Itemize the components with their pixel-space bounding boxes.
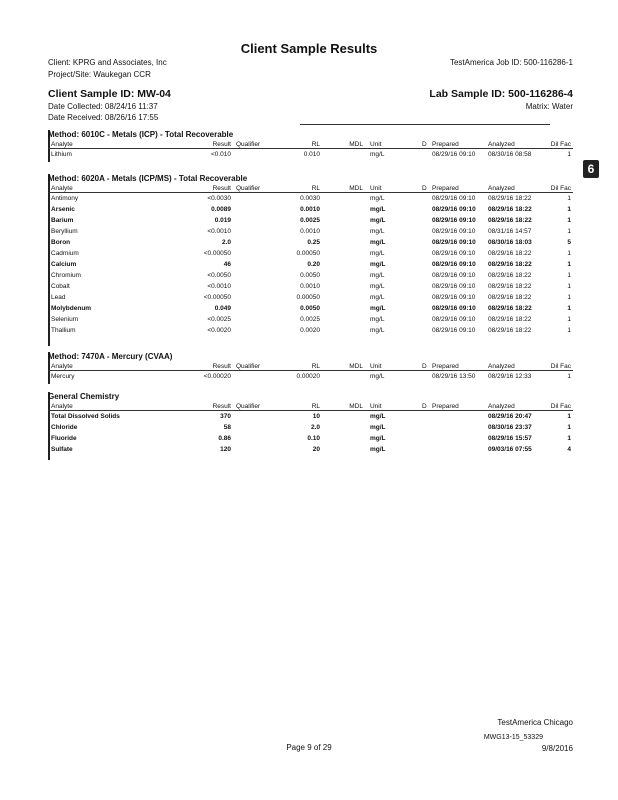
cell-analyzed: 08/29/16 15:57 (488, 435, 532, 442)
cell-unit: mg/L (370, 424, 386, 431)
column-header-dil: Dil Fac (550, 363, 571, 370)
cell-dil: 1 (567, 373, 571, 380)
cell-analyte: Lithium (51, 151, 72, 158)
page-title: Client Sample Results (240, 41, 378, 56)
cell-rl: 0.0025 (300, 217, 320, 224)
column-header-unit: Unit (370, 363, 382, 370)
cell-prepared: 08/29/16 09:10 (432, 228, 476, 235)
cell-unit: mg/L (370, 413, 386, 420)
cell-analyzed: 08/30/16 23:37 (488, 424, 532, 431)
cell-dil: 1 (567, 316, 571, 323)
table-row (48, 433, 573, 444)
cell-dil: 1 (567, 217, 571, 224)
cell-rl: 0.0010 (300, 283, 320, 290)
date-collected: Date Collected: 08/24/16 11:37 (48, 102, 158, 111)
cell-analyte: Calcium (51, 261, 77, 268)
cell-dil: 1 (567, 272, 571, 279)
cell-unit: mg/L (370, 294, 385, 301)
column-header-rl: RL (311, 363, 320, 370)
cell-unit: mg/L (370, 206, 386, 213)
column-header-row (48, 184, 573, 193)
cell-result: <0.0025 (207, 316, 231, 323)
table-row (48, 444, 573, 455)
column-header-dil: Dil Fac (550, 141, 571, 148)
table-row (48, 226, 573, 237)
lab-name: TestAmerica Chicago (497, 718, 573, 727)
column-header-dil: Dil Fac (550, 403, 571, 410)
cell-analyte: Mercury (51, 373, 75, 380)
column-header-unit: Unit (370, 403, 382, 410)
cell-analyte: Total Dissolved Solids (51, 413, 120, 420)
cell-unit: mg/L (370, 283, 385, 290)
cell-prepared: 08/29/16 09:10 (432, 239, 476, 246)
cell-rl: 2.0 (310, 424, 320, 431)
column-header-mdl: MDL (349, 363, 363, 370)
column-header-analyte: Analyte (51, 185, 73, 192)
cell-result: <0.0010 (207, 283, 231, 290)
bates-stamp: MWG13-15_53329 (483, 734, 543, 741)
table-row (48, 259, 573, 270)
cell-result: <0.0030 (207, 195, 231, 202)
column-header-qualifier: Qualifier (236, 141, 261, 148)
client-name: Client: KPRG and Associates, Inc (48, 58, 167, 67)
cell-prepared: 08/29/16 09:10 (432, 327, 476, 334)
column-header-mdl: MDL (349, 141, 363, 148)
cell-rl: 0.00050 (296, 294, 320, 301)
cell-unit: mg/L (370, 327, 385, 334)
column-header-prepared: Prepared (432, 403, 459, 410)
cell-dil: 1 (567, 261, 571, 268)
cell-rl: 0.0020 (300, 327, 320, 334)
cell-result: <0.010 (210, 151, 231, 158)
cell-result: 0.049 (214, 305, 231, 312)
cell-unit: mg/L (370, 272, 385, 279)
cell-result: 0.86 (218, 435, 231, 442)
cell-unit: mg/L (370, 435, 386, 442)
cell-analyte: Cadmium (51, 250, 79, 257)
column-header-analyzed: Analyzed (488, 141, 515, 148)
column-header-result: Result (212, 141, 231, 148)
cell-unit: mg/L (370, 228, 385, 235)
column-header-d: D (422, 403, 427, 410)
method-table (48, 352, 573, 382)
project-site: Project/Site: Waukegan CCR (48, 70, 151, 79)
column-header-analyte: Analyte (51, 363, 73, 370)
cell-unit: mg/L (370, 305, 386, 312)
column-header-analyzed: Analyzed (488, 403, 515, 410)
column-header-d: D (422, 185, 427, 192)
table-row (48, 325, 573, 336)
column-header-rl: RL (311, 141, 320, 148)
cell-dil: 1 (567, 305, 571, 312)
cell-dil: 1 (567, 250, 571, 257)
cell-dil: 1 (567, 228, 571, 235)
cell-dil: 5 (567, 239, 571, 246)
cell-prepared: 08/29/16 09:10 (432, 217, 476, 224)
table-row (48, 292, 573, 303)
table-row (48, 314, 573, 325)
cell-result: <0.0010 (207, 228, 231, 235)
column-header-unit: Unit (370, 185, 382, 192)
column-header-unit: Unit (370, 141, 382, 148)
cell-dil: 1 (567, 195, 571, 202)
method-table (48, 174, 573, 336)
cell-result: 46 (223, 261, 231, 268)
table-row (48, 193, 573, 204)
method-title: Method: 6010C - Metals (ICP) - Total Recoverable (48, 130, 234, 139)
cell-analyte: Chromium (51, 272, 81, 279)
column-header-d: D (422, 141, 427, 148)
column-header-row (48, 140, 573, 149)
cell-analyzed: 08/31/16 14:57 (488, 228, 532, 235)
cell-rl: 0.010 (303, 151, 320, 158)
page-number: Page 9 of 29 (286, 743, 332, 752)
cell-result: 120 (220, 446, 231, 453)
cell-analyzed: 08/29/16 18:22 (488, 261, 532, 268)
cell-unit: mg/L (370, 151, 385, 158)
table-row (48, 303, 573, 314)
column-header-result: Result (212, 403, 231, 410)
cell-unit: mg/L (370, 446, 386, 453)
cell-analyzed: 08/29/16 18:22 (488, 217, 532, 224)
cell-analyte: Chloride (51, 424, 78, 431)
column-header-qualifier: Qualifier (236, 185, 261, 192)
column-header-result: Result (212, 363, 231, 370)
method-table (48, 130, 573, 160)
cell-analyte: Thallium (51, 327, 76, 334)
cell-analyte: Boron (51, 239, 71, 246)
table-row (48, 270, 573, 281)
cell-prepared: 08/29/16 09:10 (432, 305, 476, 312)
cell-rl: 0.00050 (296, 250, 320, 257)
cell-dil: 1 (567, 327, 571, 334)
column-header-analyzed: Analyzed (488, 363, 515, 370)
method-title: General Chemistry (48, 392, 120, 401)
table-row (48, 371, 573, 382)
cell-rl: 10 (312, 413, 320, 420)
matrix: Matrix: Water (525, 102, 573, 111)
cell-result: 0.0089 (211, 206, 231, 213)
cell-dil: 1 (567, 413, 571, 420)
cell-analyte: Beryllium (51, 228, 78, 235)
cell-analyzed: 08/29/16 20:47 (488, 413, 532, 420)
table-row (48, 411, 573, 422)
report-date: 9/8/2016 (541, 744, 573, 753)
cell-unit: mg/L (370, 250, 385, 257)
cell-analyte: Sulfate (51, 446, 73, 453)
cell-dil: 1 (567, 424, 571, 431)
cell-unit: mg/L (370, 217, 386, 224)
cell-result: 0.019 (214, 217, 231, 224)
cell-result: <0.00020 (203, 373, 231, 380)
cell-rl: 0.0010 (300, 206, 320, 213)
cell-prepared: 08/29/16 09:10 (432, 283, 476, 290)
column-header-mdl: MDL (349, 185, 363, 192)
cell-analyte: Barium (51, 217, 74, 224)
cell-analyte: Lead (51, 294, 66, 301)
cell-dil: 4 (567, 446, 571, 453)
job-id: TestAmerica Job ID: 500-116286-1 (449, 58, 573, 67)
cell-analyte: Selenium (51, 316, 79, 323)
section-tab: 6 (583, 160, 599, 178)
cell-dil: 1 (567, 294, 571, 301)
method-title: Method: 7470A - Mercury (CVAA) (48, 352, 173, 361)
column-header-row (48, 402, 573, 411)
cell-prepared: 08/29/16 13:50 (432, 373, 476, 380)
cell-prepared: 08/29/16 09:10 (432, 250, 476, 257)
cell-result: <0.0020 (207, 327, 231, 334)
column-header-dil: Dil Fac (550, 185, 571, 192)
cell-prepared: 08/29/16 09:10 (432, 206, 476, 213)
column-header-result: Result (212, 185, 231, 192)
table-row (48, 215, 573, 226)
column-header-prepared: Prepared (432, 185, 459, 192)
cell-unit: mg/L (370, 373, 385, 380)
column-header-prepared: Prepared (432, 363, 459, 370)
table-row (48, 204, 573, 215)
cell-analyzed: 08/29/16 18:22 (488, 250, 532, 257)
column-header-d: D (422, 363, 427, 370)
cell-result: 2.0 (221, 239, 231, 246)
column-header-rl: RL (311, 185, 320, 192)
table-row (48, 149, 573, 160)
cell-result: <0.00050 (203, 294, 231, 301)
cell-analyte: Fluoride (51, 435, 77, 442)
cell-dil: 1 (567, 435, 571, 442)
cell-rl: 0.0050 (300, 272, 320, 279)
table-row (48, 422, 573, 433)
cell-analyzed: 08/29/16 18:22 (488, 283, 532, 290)
cell-rl: 0.0050 (300, 305, 320, 312)
cell-analyzed: 08/29/16 18:22 (488, 206, 532, 213)
cell-analyzed: 08/29/16 18:22 (488, 294, 532, 301)
cell-dil: 1 (567, 151, 571, 158)
cell-unit: mg/L (370, 261, 386, 268)
header-rule (300, 124, 550, 125)
column-header-prepared: Prepared (432, 141, 459, 148)
client-sample-id: Client Sample ID: MW-04 (48, 88, 171, 100)
cell-rl: 0.0010 (300, 228, 320, 235)
cell-dil: 1 (567, 206, 571, 213)
table-row (48, 281, 573, 292)
column-header-qualifier: Qualifier (236, 403, 261, 410)
column-header-analyte: Analyte (51, 141, 73, 148)
column-header-mdl: MDL (349, 403, 363, 410)
date-received: Date Received: 08/26/16 17:55 (48, 113, 159, 122)
method-table (48, 392, 573, 455)
lab-sample-id: Lab Sample ID: 500-116286-4 (429, 88, 573, 100)
table-row (48, 237, 573, 248)
cell-analyzed: 08/29/16 18:22 (488, 316, 532, 323)
cell-prepared: 08/29/16 09:10 (432, 261, 476, 268)
column-header-analyte: Analyte (51, 403, 73, 410)
cell-dil: 1 (567, 283, 571, 290)
cell-analyzed: 09/03/16 07:55 (488, 446, 532, 453)
method-title: Method: 6020A - Metals (ICP/MS) - Total Recoverable (48, 174, 248, 183)
cell-rl: 20 (312, 446, 320, 453)
cell-rl: 0.20 (307, 261, 320, 268)
cell-unit: mg/L (370, 316, 385, 323)
cell-analyzed: 08/29/16 18:22 (488, 195, 532, 202)
cell-unit: mg/L (370, 195, 385, 202)
cell-rl: 0.0025 (300, 316, 320, 323)
cell-analyte: Cobalt (51, 283, 70, 290)
cell-result: 370 (220, 413, 231, 420)
column-header-qualifier: Qualifier (236, 363, 261, 370)
cell-analyzed: 08/29/16 12:33 (488, 373, 532, 380)
cell-result: 58 (223, 424, 231, 431)
cell-result: <0.0050 (207, 272, 231, 279)
cell-analyzed: 08/29/16 18:22 (488, 305, 532, 312)
cell-analyte: Arsenic (51, 206, 75, 213)
cell-prepared: 08/29/16 09:10 (432, 272, 476, 279)
cell-analyzed: 08/29/16 18:22 (488, 272, 532, 279)
column-header-analyzed: Analyzed (488, 185, 515, 192)
cell-prepared: 08/29/16 09:10 (432, 316, 476, 323)
cell-analyzed: 08/30/16 18:03 (488, 239, 532, 246)
cell-analyte: Molybdenum (51, 305, 92, 312)
cell-prepared: 08/29/16 09:10 (432, 294, 476, 301)
cell-rl: 0.25 (307, 239, 320, 246)
column-header-rl: RL (311, 403, 320, 410)
table-row (48, 248, 573, 259)
cell-analyzed: 08/30/16 08:58 (488, 151, 532, 158)
cell-prepared: 08/29/16 09:10 (432, 195, 476, 202)
cell-unit: mg/L (370, 239, 386, 246)
cell-rl: 0.00020 (296, 373, 320, 380)
cell-result: <0.00050 (203, 250, 231, 257)
cell-prepared: 08/29/16 09:10 (432, 151, 476, 158)
column-header-row (48, 362, 573, 371)
cell-analyte: Antimony (51, 195, 79, 202)
cell-rl: 0.0030 (300, 195, 320, 202)
cell-analyzed: 08/29/16 18:22 (488, 327, 532, 334)
cell-rl: 0.10 (307, 435, 320, 442)
